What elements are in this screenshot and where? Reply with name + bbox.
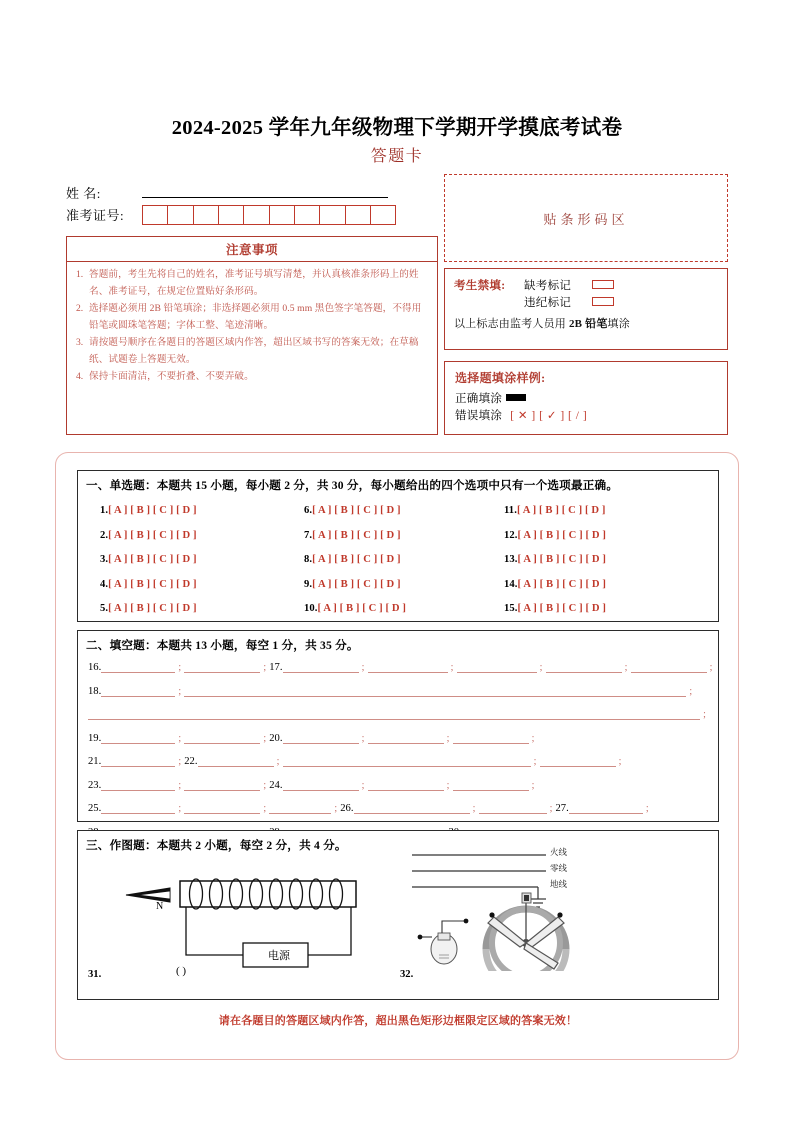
choice-answer-row[interactable] bbox=[504, 499, 704, 524]
blank-separator: ; bbox=[276, 756, 280, 767]
barcode-label: 贴条形码区 bbox=[543, 211, 629, 227]
wrong-fill-marks: [ ✕ ] [ ✓ ] [ / ] bbox=[510, 409, 588, 422]
answer-blank-line[interactable] bbox=[283, 752, 531, 767]
choice-answer-row[interactable] bbox=[304, 597, 504, 622]
answer-blank-line[interactable] bbox=[101, 682, 175, 697]
answer-blank-line[interactable] bbox=[269, 799, 331, 814]
blank-separator: ; bbox=[334, 803, 338, 814]
violation-mark-label: 违纪标记 bbox=[524, 296, 572, 309]
choice-answer-row[interactable] bbox=[100, 573, 300, 598]
blank-separator: ; bbox=[533, 756, 537, 767]
power-source-label: 电源 bbox=[268, 950, 290, 962]
choice-options[interactable]: [ A ] [ B ] [ C ] [ D ] bbox=[517, 603, 607, 614]
proctor-note-suffix: 填涂 bbox=[607, 318, 630, 330]
blank-separator: ; bbox=[446, 779, 450, 791]
fill-answer-row bbox=[88, 799, 710, 823]
choice-options[interactable]: [ A ] [ B ] [ C ] [ D ] bbox=[108, 578, 197, 590]
fill-question-number: 24. bbox=[269, 779, 283, 791]
ceiling-fan-icon bbox=[486, 893, 566, 971]
choice-question-number: 13. bbox=[504, 554, 518, 565]
choice-answer-row[interactable] bbox=[504, 597, 704, 622]
absent-mark-label: 缺考标记 bbox=[524, 279, 572, 292]
draw-section-heading: 三、作图题：本题共 2 小题，每空 2 分，共 4 分。 bbox=[86, 839, 347, 852]
blank-separator: ; bbox=[618, 756, 622, 767]
wrong-fill-row bbox=[455, 406, 727, 423]
answer-blank-line[interactable] bbox=[569, 799, 643, 814]
violation-mark-bubble[interactable] bbox=[592, 297, 614, 306]
fill-question-number: 18. bbox=[88, 685, 102, 697]
answer-blank-line[interactable] bbox=[283, 658, 359, 673]
blank-separator: ; bbox=[263, 732, 267, 744]
blank-separator: ; bbox=[263, 779, 267, 791]
choice-options[interactable]: [ A ] [ B ] [ C ] [ D ] bbox=[108, 505, 197, 516]
diagram-31-solenoid bbox=[108, 855, 408, 975]
fill-question-number: 20. bbox=[269, 732, 283, 744]
choice-question-number: 11. bbox=[504, 505, 517, 516]
proctor-note-bold: 2B 铅笔 bbox=[568, 318, 608, 330]
choice-question-number: 5. bbox=[100, 603, 109, 614]
fill-section-heading: 二、填空题：本题共 13 小题，每空 1 分，共 35 分。 bbox=[86, 639, 359, 652]
fill-answer-row bbox=[88, 705, 710, 729]
exam-number-boxes[interactable] bbox=[142, 205, 395, 225]
choice-options[interactable]: [ A ] [ B ] [ C ] [ D ] bbox=[108, 554, 197, 565]
blank-separator: ; bbox=[624, 662, 628, 673]
fill-answer-lines bbox=[88, 658, 713, 846]
exam-number-row bbox=[66, 203, 438, 225]
notes-title: 注意事项 bbox=[67, 237, 437, 262]
absent-mark-row bbox=[454, 276, 727, 293]
fill-answer-row bbox=[88, 776, 710, 800]
answer-blank-line[interactable] bbox=[184, 776, 260, 791]
correct-fill-swatch bbox=[506, 394, 526, 401]
choice-question-number: 1. bbox=[100, 505, 109, 516]
wire-live-label: 火线 bbox=[550, 847, 568, 857]
choice-question-number: 9. bbox=[304, 578, 313, 590]
answer-blank-line[interactable] bbox=[368, 729, 444, 744]
blank-separator: ; bbox=[703, 709, 706, 720]
choice-column-1 bbox=[100, 499, 300, 622]
blank-separator: ; bbox=[709, 662, 713, 673]
blank-separator: ; bbox=[178, 732, 182, 744]
fill-answer-row bbox=[88, 658, 713, 682]
exam-number-box[interactable] bbox=[269, 205, 296, 225]
choice-answer-row[interactable] bbox=[100, 597, 300, 622]
question-32-number: 32. bbox=[400, 969, 414, 980]
note-number: 4. bbox=[76, 371, 84, 382]
blank-separator: ; bbox=[689, 685, 693, 697]
answer-blank-line[interactable] bbox=[101, 729, 175, 744]
diagram-32-wiring bbox=[408, 845, 708, 971]
choice-answer-row[interactable] bbox=[304, 548, 504, 573]
blank-separator: ; bbox=[263, 803, 267, 814]
exam-number-label: 准考证号: bbox=[66, 207, 125, 223]
exam-number-box[interactable] bbox=[167, 205, 194, 225]
violation-mark-row bbox=[454, 293, 727, 310]
answer-blank-line[interactable] bbox=[368, 776, 444, 791]
note-item bbox=[76, 335, 428, 368]
answer-blank-line[interactable] bbox=[283, 776, 359, 791]
choice-answer-row[interactable] bbox=[504, 573, 704, 598]
note-text: 保持卡面清洁，不要折叠、不要弄破。 bbox=[89, 371, 254, 382]
page-title: 2024-2025 学年九年级物理下学期开学摸底考试卷 bbox=[171, 117, 623, 139]
name-label: 姓 名: bbox=[66, 185, 101, 201]
proctor-marks-box bbox=[444, 268, 728, 350]
answer-blank-line[interactable] bbox=[101, 752, 175, 767]
fill-question-number: 26. bbox=[340, 803, 354, 814]
choice-options[interactable]: [ A ] [ B ] [ C ] [ D ] bbox=[108, 529, 197, 541]
blank-separator: ; bbox=[263, 662, 267, 673]
choice-question-number: 3. bbox=[100, 554, 109, 565]
answer-blank-line[interactable] bbox=[184, 682, 686, 697]
choice-column-3 bbox=[504, 499, 704, 622]
blank-separator: ; bbox=[531, 779, 535, 791]
choice-answer-row[interactable] bbox=[304, 499, 504, 524]
exam-number-box[interactable] bbox=[294, 205, 321, 225]
choice-options[interactable]: [ A ] [ B ] [ C ] [ D ] bbox=[317, 603, 407, 614]
choice-answer-row[interactable] bbox=[304, 524, 504, 549]
fill-question-number: 22. bbox=[184, 756, 198, 767]
answer-blank-line[interactable] bbox=[101, 799, 175, 814]
correct-fill-row bbox=[455, 389, 727, 406]
fill-answer-row bbox=[88, 682, 710, 706]
ground-symbol-icon bbox=[530, 887, 546, 907]
note-number: 2. bbox=[76, 303, 84, 314]
choice-section-heading: 一、单选题：本题共 15 小题，每小题 2 分，共 30 分，每小题给出的四个选项中只有一个选项最正确。 bbox=[86, 479, 619, 492]
fill-question-number: 16. bbox=[88, 662, 102, 673]
choice-options[interactable]: [ A ] [ B ] [ C ] [ D ] bbox=[312, 505, 401, 516]
name-row bbox=[66, 181, 438, 203]
notes-box bbox=[66, 236, 438, 435]
choice-answer-row[interactable] bbox=[100, 548, 300, 573]
fill-question-number: 23. bbox=[88, 779, 102, 791]
choice-options[interactable]: [ A ] [ B ] [ C ] [ D ] bbox=[517, 578, 607, 590]
proctor-note-prefix: 以上标志由监考人员用 bbox=[454, 318, 569, 330]
exam-number-box[interactable] bbox=[370, 205, 397, 225]
choice-options[interactable]: [ A ] [ B ] [ C ] [ D ] bbox=[108, 603, 197, 614]
blank-separator: ; bbox=[539, 662, 543, 673]
answer-area-container bbox=[55, 452, 739, 1060]
choice-question-number: 15. bbox=[504, 603, 518, 614]
fill-question-number: 17. bbox=[269, 662, 283, 673]
proctor-note bbox=[454, 315, 727, 331]
compass-n-label: N bbox=[156, 901, 164, 912]
choice-options[interactable]: [ A ] [ B ] [ C ] [ D ] bbox=[516, 505, 606, 516]
footer-warning: 请在各题目的答题区域内作答，超出黑色矩形边框限定区域的答案无效！ bbox=[218, 1015, 578, 1027]
fill-answer-row bbox=[88, 729, 710, 753]
wire-neutral-label: 零线 bbox=[550, 863, 568, 873]
choice-options[interactable]: [ A ] [ B ] [ C ] [ D ] bbox=[312, 554, 401, 565]
proctor-marks-label: 考生禁填: bbox=[454, 279, 506, 292]
answer-blank-line[interactable] bbox=[453, 776, 529, 791]
choice-question-number: 10. bbox=[304, 603, 318, 614]
answer-blank-line[interactable] bbox=[101, 776, 175, 791]
choice-options[interactable]: [ A ] [ B ] [ C ] [ D ] bbox=[312, 529, 401, 541]
page-subtitle: 答题卡 bbox=[370, 148, 424, 165]
fill-question-number: 19. bbox=[88, 732, 102, 744]
choice-section-box bbox=[77, 470, 719, 622]
choice-answer-row[interactable] bbox=[504, 548, 704, 573]
choice-options[interactable]: [ A ] [ B ] [ C ] [ D ] bbox=[312, 578, 401, 590]
blank-separator: ; bbox=[178, 779, 182, 791]
answer-blank-line[interactable] bbox=[354, 799, 470, 814]
exam-number-box[interactable] bbox=[345, 205, 372, 225]
blank-separator: ; bbox=[178, 662, 182, 673]
exam-number-box[interactable] bbox=[218, 205, 245, 225]
notes-list bbox=[67, 262, 437, 386]
blank-separator: ; bbox=[178, 756, 182, 767]
exam-number-box[interactable] bbox=[243, 205, 270, 225]
blank-separator: ; bbox=[361, 662, 365, 673]
answer-blank-line[interactable] bbox=[546, 658, 622, 673]
fill-question-number: 21. bbox=[88, 756, 102, 767]
fill-section-box bbox=[77, 630, 719, 822]
choice-options[interactable]: [ A ] [ B ] [ C ] [ D ] bbox=[517, 554, 607, 565]
answer-blank-line[interactable] bbox=[540, 752, 616, 767]
blank-separator: ; bbox=[361, 779, 365, 791]
note-number: 1. bbox=[76, 269, 84, 280]
choice-question-number: 8. bbox=[304, 554, 313, 565]
fill-sample-box bbox=[444, 361, 728, 435]
answer-blank-line[interactable] bbox=[198, 752, 274, 767]
answer-blank-line[interactable] bbox=[479, 799, 547, 814]
choice-answer-row[interactable] bbox=[304, 573, 504, 598]
choice-question-number: 14. bbox=[504, 578, 518, 590]
light-bulb-icon bbox=[418, 919, 469, 964]
choice-answer-row[interactable] bbox=[504, 524, 704, 549]
choice-question-number: 12. bbox=[504, 529, 518, 541]
note-item bbox=[76, 267, 428, 300]
note-item bbox=[76, 369, 428, 386]
choice-question-number: 6. bbox=[304, 505, 313, 516]
answer-blank-line[interactable] bbox=[453, 729, 529, 744]
blank-separator: ; bbox=[178, 685, 182, 697]
note-item bbox=[76, 301, 428, 334]
name-input-line[interactable] bbox=[142, 197, 388, 198]
answer-blank-line[interactable] bbox=[283, 729, 359, 744]
exam-number-box[interactable] bbox=[142, 205, 169, 225]
blank-separator: ; bbox=[178, 803, 182, 814]
choice-question-number: 7. bbox=[304, 529, 313, 541]
note-text: 请按题号顺序在各题目的答题区域内作答，超出区域书写的答案无效；在草稿纸、试题卷上答题无效。 bbox=[89, 337, 419, 365]
blank-separator: ; bbox=[531, 732, 535, 744]
correct-fill-label: 正确填涂 bbox=[455, 392, 503, 405]
exam-number-box[interactable] bbox=[193, 205, 220, 225]
choice-answer-row[interactable] bbox=[100, 524, 300, 549]
fill-question-number: 25. bbox=[88, 803, 102, 814]
answer-blank-line[interactable] bbox=[101, 658, 175, 673]
blank-separator: ; bbox=[446, 732, 450, 744]
answer-blank-line[interactable] bbox=[368, 658, 448, 673]
answer-blank-line[interactable] bbox=[631, 658, 707, 673]
choice-question-number: 2. bbox=[100, 529, 109, 541]
barcode-paste-area bbox=[444, 174, 728, 262]
exam-number-box[interactable] bbox=[319, 205, 346, 225]
answer-blank-line[interactable] bbox=[184, 729, 260, 744]
choice-answer-row[interactable] bbox=[100, 499, 300, 524]
answer-blank-line[interactable] bbox=[184, 658, 260, 673]
answer-blank-line[interactable] bbox=[88, 705, 700, 720]
fill-question-number: 27. bbox=[555, 803, 569, 814]
fill-sample-title: 选择题填涂样例: bbox=[455, 371, 546, 385]
wrong-fill-label: 错误填涂 bbox=[455, 409, 503, 422]
absent-mark-bubble[interactable] bbox=[592, 280, 614, 289]
question-31-number: 31. bbox=[88, 969, 102, 980]
blank-separator: ; bbox=[549, 803, 553, 814]
blank-separator: ; bbox=[450, 662, 454, 673]
choice-column-2 bbox=[304, 499, 504, 622]
wire-ground-label: 地线 bbox=[550, 879, 568, 889]
blank-separator: ; bbox=[645, 803, 649, 814]
draw-section-box bbox=[77, 830, 719, 1000]
blank-separator: ; bbox=[472, 803, 476, 814]
note-number: 3. bbox=[76, 337, 84, 348]
compass-needle-icon bbox=[126, 888, 170, 902]
polarity-blank-label: ( ) bbox=[176, 965, 187, 977]
blank-separator: ; bbox=[361, 732, 365, 744]
answer-blank-line[interactable] bbox=[457, 658, 537, 673]
answer-blank-line[interactable] bbox=[184, 799, 260, 814]
choice-question-number: 4. bbox=[100, 578, 109, 590]
choice-options[interactable]: [ A ] [ B ] [ C ] [ D ] bbox=[517, 529, 607, 541]
note-text: 答题前，考生先将自己的姓名，准考证号填写清楚，并认真核准条形码上的姓名、准考证号，在规定位置贴好条形码。 bbox=[89, 269, 419, 297]
fill-answer-row bbox=[88, 752, 710, 776]
student-id-area bbox=[66, 181, 438, 225]
note-text: 选择题必须用 2B 铅笔填涂；非选择题必须用 0.5 mm 黑色签字笔答题，不得用铅笔或圆珠笔答题；字体工整、笔迹清晰。 bbox=[89, 303, 422, 331]
